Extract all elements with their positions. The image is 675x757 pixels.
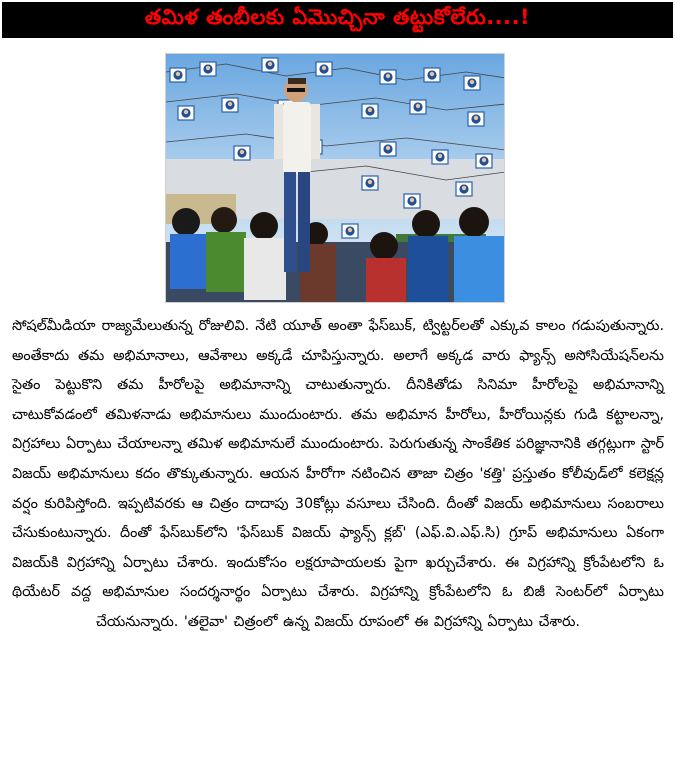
article-body: సోషల్‌మీడియా రాజ్యమేలుతున్న రోజులివి. నేటి యూత్ అంతా ఫేస్‌బుక్, ట్విట్టర్‌లతో ఎక్కువ కాలం గడుపుతున్నారు. అంతేకాదు తమ అభిమానాలు, ఆవేశాలు అక్కడే చూపిస్తున్నారు. అలాగే అక్కడ వారు ఫ్యాన్స్ అసోసియేషన్‌లను సైతం పెట్టుకొని తమ హీరోలపై అభిమానాన్ని చాటుతున్నారు. దీనికితోడు సినిమా హీరోలపై అభిమానాన్ని చాటుకోవడంలో తమిళనాడు అభిమానులు ముందుంటారు. తమ అభిమాన హీరోలు, హీరోయిన్లకు గుడి కట్టాలన్నా, విగ్రహాలు ఏర్పాటు చేయాలన్నా తమిళ అభిమానులే ముందుంటారు. పెరుగుతున్న సాంకేతిక పరిజ్ఞానానికి తగ్గట్లుగా స్టార్ విజయ్ అభిమానులు కదం తొక్కుతున్నారు. ఆయన హీరోగా నటించిన తాజా చిత్రం 'కత్తి' ప్రస్తుతం కోలీవుడ్‌లో కలెక్షన్ల వర్షం కురిపిస్తోంది. ఇప్పటివరకు ఆ చిత్రం దాదాపు 30కోట్లు వసూలు చేసింది. దీంతో విజయ్ అభిమానులు సంబరాలు చేసుకుంటున్నారు. దీంతో ఫేస్‌బుక్‌లోని 'ఫేస్‌బుక్ విజయ్ ఫ్యాన్స్ క్లబ్' (ఎఫ్.వి.ఎఫ్.సి) గ్రూప్ అభిమానులు ఏకంగా విజయ్‌కి విగ్రహాన్ని ఏర్పాటు చేశారు. ఇందుకోసం లక్షరూపాయలకు పైగా ఖర్చుచేశారు. ఈ విగ్రహాన్ని క్రోంపేటలోని ఓ థియేటర్ వద్ద అభిమానుల సందర్శనార్థం ఏర్పాటు చేశారు. విగ్రహాన్ని క్రోంపేటలోని ఓ బిజీ సెంటర్‌లో ఏర్పాటు చేయనున్నారు. 'తలైవా' చిత్రంలో ఉన్న విజయ్ రూపంలో ఈ విగ్రహాన్ని ఏర్పాటు చేశారు. xyxy=(12,318,664,630)
headline-title: తమిళ తంబీలకు ఏమొచ్చినా తట్టుకోలేరు....! xyxy=(144,5,531,29)
headline-bar xyxy=(2,2,673,38)
crowd-photo-illustration xyxy=(166,54,505,303)
news-photo xyxy=(165,53,505,303)
